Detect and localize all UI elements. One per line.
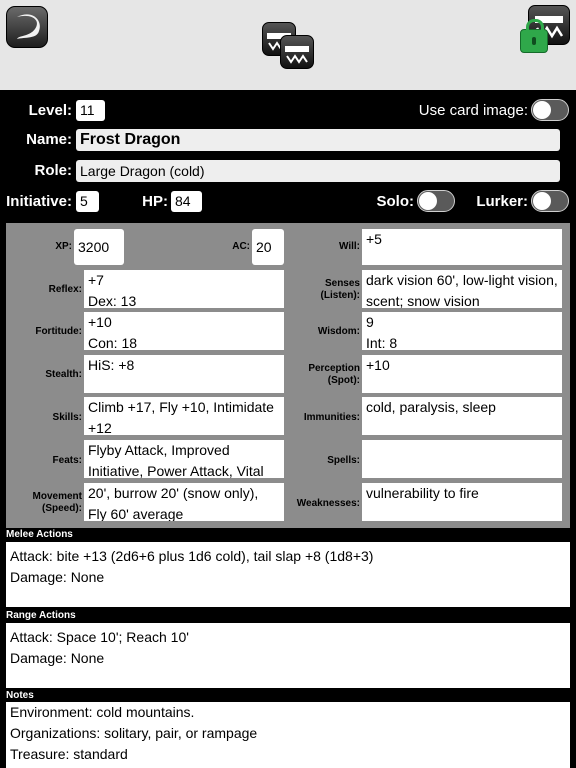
notes-field[interactable] <box>6 702 570 768</box>
use-card-image-label: Use card image: <box>418 102 528 119</box>
toggle-knob <box>533 101 551 119</box>
dragon-tail-back-icon[interactable] <box>6 6 48 48</box>
wisdom-label: Wisdom: <box>317 326 360 337</box>
senses-label-line: Senses <box>324 278 360 289</box>
name-field[interactable]: Frost Dragon <box>76 129 560 151</box>
role-field[interactable]: Large Dragon (cold) <box>76 160 560 182</box>
will-field[interactable]: +5 <box>362 229 562 265</box>
xp-label: XP: <box>55 241 72 252</box>
reflex-label: Reflex: <box>48 284 82 295</box>
lurker-label: Lurker: <box>476 193 528 210</box>
solo-label: Solo: <box>376 193 414 210</box>
immunities-label: Immunities: <box>303 412 360 423</box>
movement-field[interactable]: 20', burrow 20' (snow only), Fly 60' average <box>84 483 284 521</box>
melee-actions-field[interactable] <box>6 542 570 607</box>
ac-label: AC: <box>232 241 250 252</box>
lock-icon <box>520 29 548 53</box>
initiative-field[interactable]: 5 <box>76 191 99 212</box>
range-actions-field[interactable] <box>6 623 570 688</box>
stealth-label: Stealth: <box>45 369 82 380</box>
weaknesses-field[interactable]: vulnerability to fire <box>362 483 562 521</box>
range-damage-line: Damage: None <box>10 650 105 666</box>
melee-damage-line: Damage: None <box>10 569 105 585</box>
range-actions-heading: Range Actions <box>6 610 76 621</box>
monster-faces-button[interactable] <box>262 22 314 68</box>
notes-line: Organizations: solitary, pair, or rampage <box>10 725 258 741</box>
skills-field[interactable]: Climb +17, Fly +10, Intimidate +12 <box>84 397 284 435</box>
perception-label <box>286 363 360 387</box>
fortitude-field[interactable] <box>84 312 284 350</box>
use-card-image-toggle[interactable] <box>531 99 569 121</box>
movement-label <box>6 491 82 515</box>
reflex-field[interactable] <box>84 270 284 308</box>
wisdom-value: 9 <box>366 314 374 330</box>
dex-value: Dex: 13 <box>88 293 137 308</box>
range-attack-line: Attack: Space 10'; Reach 10' <box>10 629 189 645</box>
toggle-knob <box>419 192 437 210</box>
perception-label-line: (Spot): <box>327 375 360 386</box>
melee-attack-line: Attack: bite +13 (2d6+6 plus 1d6 cold), tail slap +8 (1d8+3) <box>10 548 374 564</box>
notes-line: Treasure: standard <box>10 746 128 762</box>
senses-field[interactable]: dark vision 60', low-light vision, scent; snow vision <box>362 270 562 308</box>
feats-label: Feats: <box>52 455 82 466</box>
role-label: Role: <box>34 162 72 179</box>
xp-field[interactable]: 3200 <box>74 229 124 265</box>
movement-label-line: Movement <box>32 491 82 502</box>
senses-label <box>286 278 360 302</box>
con-value: Con: 18 <box>88 335 138 350</box>
fortitude-value: +10 <box>88 314 112 330</box>
wisdom-field[interactable] <box>362 312 562 350</box>
level-label: Level: <box>28 102 72 119</box>
will-label: Will: <box>338 241 360 252</box>
skills-label: Skills: <box>52 412 82 423</box>
hp-label: HP: <box>142 193 168 210</box>
monster-face-icon <box>280 35 314 69</box>
notes-line: Environment: cold mountains. <box>10 704 195 720</box>
spells-field[interactable] <box>362 440 562 478</box>
stealth-field[interactable]: HiS: +8 <box>84 355 284 393</box>
name-label: Name: <box>26 131 72 148</box>
solo-toggle[interactable] <box>417 190 455 212</box>
toolbar <box>0 0 576 90</box>
melee-actions-heading: Melee Actions <box>6 529 73 540</box>
movement-label-line: (Speed): <box>42 503 82 514</box>
lurker-toggle[interactable] <box>531 190 569 212</box>
perception-field[interactable]: +10 <box>362 355 562 393</box>
stats-panel <box>6 223 570 528</box>
perception-label-line: Perception <box>308 363 360 374</box>
reflex-value: +7 <box>88 272 104 288</box>
hp-field[interactable]: 84 <box>171 191 202 212</box>
spells-label: Spells: <box>327 455 360 466</box>
ac-field[interactable]: 20 <box>252 229 284 265</box>
monster-face-lock-button[interactable] <box>518 5 572 53</box>
immunities-field[interactable]: cold, paralysis, sleep <box>362 397 562 435</box>
senses-label-line: (Listen): <box>320 290 360 301</box>
fortitude-label: Fortitude: <box>35 326 82 337</box>
notes-heading: Notes <box>6 690 34 701</box>
int-value: Int: 8 <box>366 335 398 350</box>
toggle-knob <box>533 192 551 210</box>
feats-field[interactable]: Flyby Attack, Improved Initiative, Power Attack, Vital <box>84 440 284 478</box>
weaknesses-label: Weaknesses: <box>296 498 360 509</box>
initiative-label: Initiative: <box>6 193 72 210</box>
level-field[interactable]: 11 <box>76 100 105 121</box>
